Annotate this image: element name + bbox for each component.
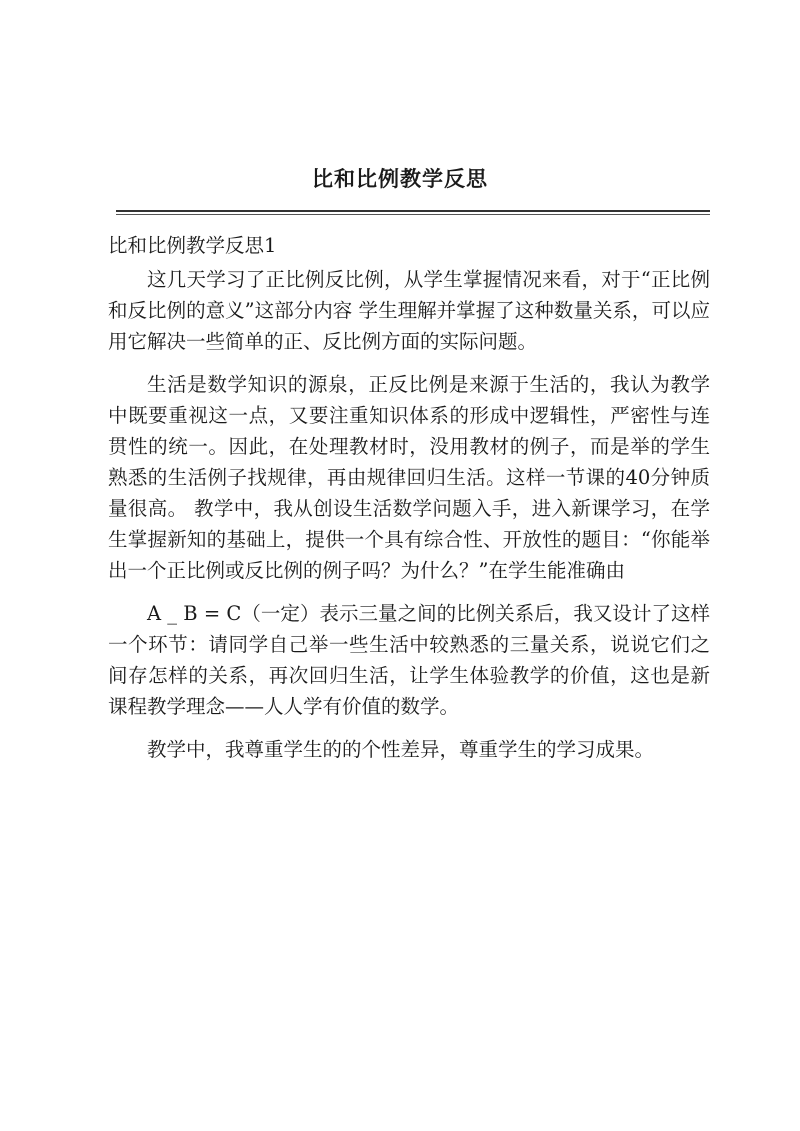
document-title: 比和比例教学反思 <box>312 166 488 191</box>
document-body <box>108 228 710 777</box>
section-heading: 比和比例教学反思1 <box>108 234 277 257</box>
paragraph: 这几天学习了正比例反比例，从学生掌握情况来看，对于“正比例和反比例的意义”这部分内容 学生理解并掌握了这种数量关系，可以应用它解决一些简单的正、反比例方面的实际问题。 <box>108 268 710 353</box>
paragraph: A _ B = C（一定）表示三量之间的比例关系后，我又设计了这样一个环节：请同学自己举一些生活中较熟悉的三量关系，说说它们之间存怎样的关系，再次回归生活，让学生体验教学的价值，这也是新课程教学理念——人人学有价值的数学。 <box>108 602 710 718</box>
title-divider-thin <box>116 214 710 215</box>
paragraph: 生活是数学知识的源泉，正反比例是来源于生活的，我认为教学中既要重视这一点，又要注重知识体系的形成中逻辑性，严密性与连贯性的统一。因此，在处理教材时，没用教材的例子，而是举的学生熟悉的生活例子找规律，再由规律回归生活。这样一节课的40分钟质量很高。 教学中，我从创设生活数学问题入手，进入新课学习，在学生掌握新知的基础上，提供一个具有综合性、开放性的题目：“你能举出一个正比例或反比例的例子吗？为什么？”在学生能准确由 <box>108 373 710 582</box>
paragraph: 教学中，我尊重学生的的个性差异，尊重学生的学习成果。 <box>147 738 655 761</box>
title-divider <box>116 210 710 212</box>
